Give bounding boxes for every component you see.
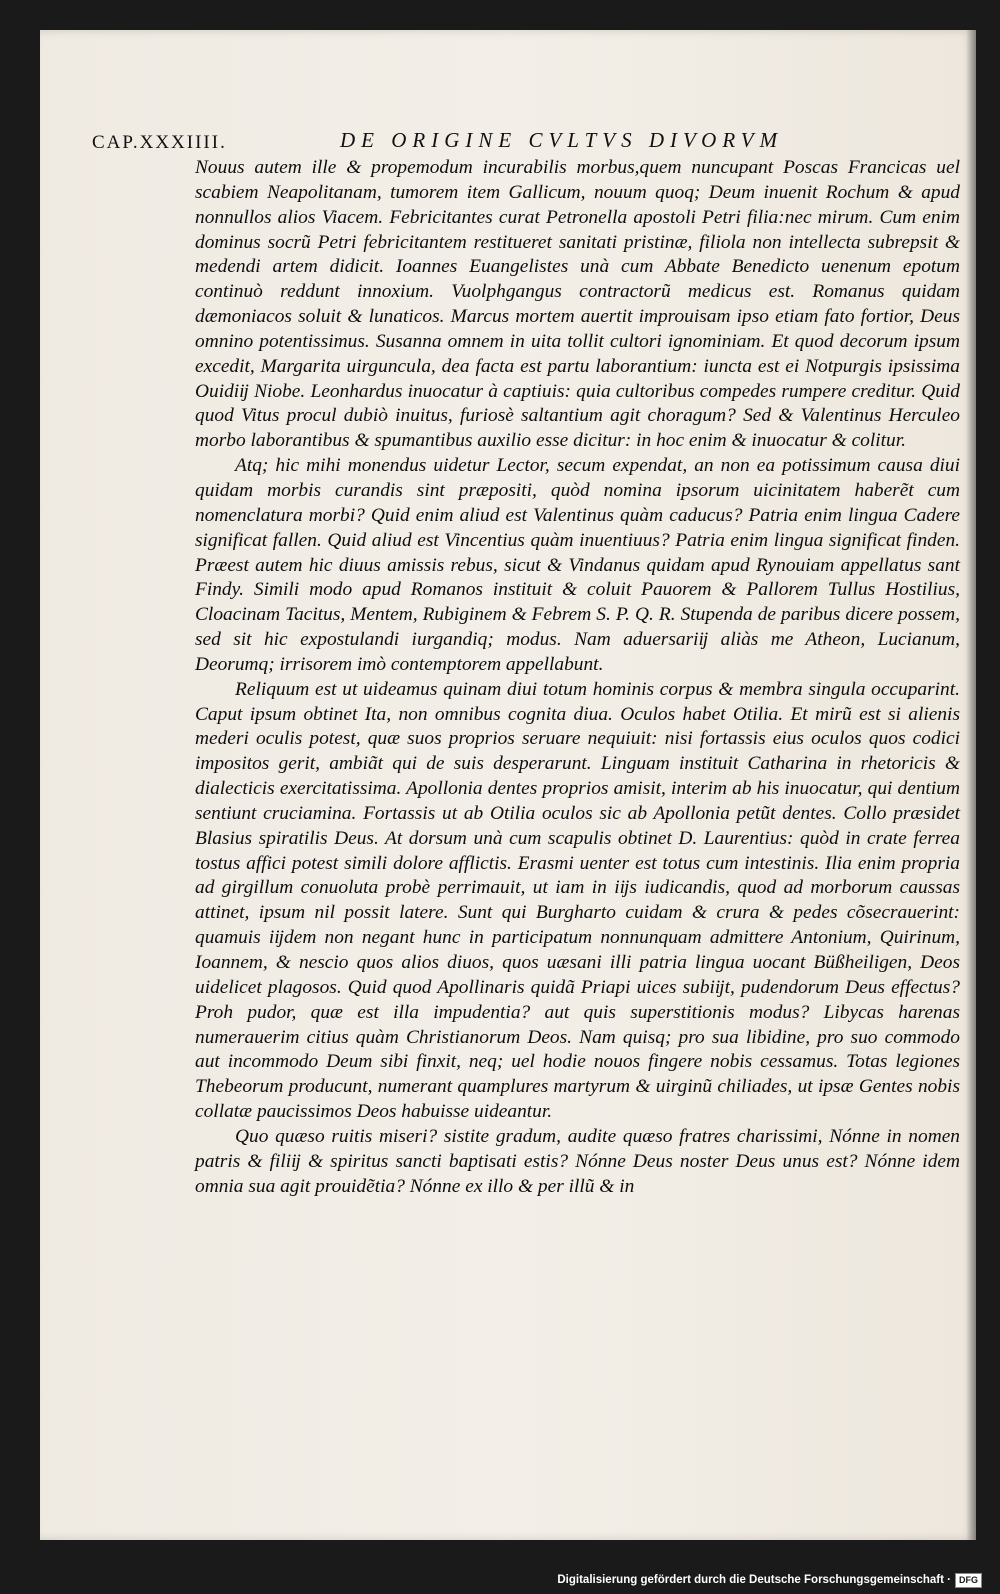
body-text xyxy=(195,156,960,1199)
dfg-logo: DFG xyxy=(955,1573,982,1588)
credit-text: Digitalisierung gefördert durch die Deutsche Forschungsgemeinschaft · xyxy=(557,1574,951,1586)
paragraph: Reliquum est ut uideamus quinam diui totum hominis corpus & membra singula occuparint. Caput ipsum obtinet Ita, non omnibus cognita diua. Oculos habet Otilia. Et mirũ est si alienis mederi oculis potest, quæ suos proprios seruare nequiuit: nisi fortassis eius oculos quos codici impositos gerit, ambiãt qui de suis desperarunt. Linguam instituit Catharina in rhetoricis & dialecticis exercitatissima. Apollonia dentes proprios amisit, interim ab his inuocatur, qui dentium sentiunt cruciamina. Fortassis ut ab Otilia oculos sic ab Apollonia petũt dentes. Collo præsidet Blasius spiratilis Deus. At dorsum unà cum scapulis obtinet D. Laurentius: quòd in crate ferrea tostus affici potest simili dolore afflictis. Erasmi uenter est totus cum intestinis. Ilia enim propria ad girgillum conuoluta probè perrimauit, ut iam in iĳs iudicandis, quod ad morborum caussas attinet, ipsum nil possit latere. Sunt qui Burgharto cuidam & crura & pedes cõsecrauerint: quamuis iĳdem non negant hunc in participatum nonnunquam admittere Antonium, Quirinum, Ioannem, & nescio quos alios diuos, quos uæsani illi patria lingua uocant Büßheiligen, Deos uidelicet plagosos. Quid quod Apollinaris quidã Priapi uices subiĳt, pudendorum Deus effectus? Proh pudor, quæ est illa impudentia? aut quis superstitionis modus? Libycas harenas numerauerim citius quàm Christianorum Deos. Nam quisq; pro sua libidine, pro suo commodo aut incommodo Deum sibi finxit, neq; uel hodie nouos fingere nobis cessamus. Totas legiones Thebeorum producunt, numerant quamplures martyrum & uirginũ chiliades, ut ipsæ Gentes nobis collatæ paucissimos Deos habuisse uideantur. xyxy=(195,678,960,1123)
book-page xyxy=(40,30,976,1540)
page-edge-shadow xyxy=(966,30,976,1540)
running-title: DE ORIGINE CVLTVS DIVORVM xyxy=(340,128,784,152)
chapter-label: CAP.XXXIIII. xyxy=(92,132,227,153)
digitization-credit xyxy=(557,1572,982,1588)
running-head xyxy=(92,128,936,158)
paragraph: Nouus autem ille & propemodum incurabilis morbus,quem nuncupant Poscas Francicas uel scabiem Neapolitanam, tumorem item Gallicum, nouum quoq; Deum inuenit Rochum & apud nonnullos alios Viacem. Febricitantes curat Petronella apostoli Petri filia:nec mirum. Cum enim dominus socrũ Petri febricitantem restitueret sanitati pristinæ, filiola non intellecta subrepsit & medendi artem didicit. Ioannes Euangelistes unà cum Abbate Benedicto uenenum epotum continuò reddunt innoxium. Vuolphgangus contractorũ medicus est. Romanus quidam dæmoniacos soluit & lunaticos. Marcus mortem auertit improuisam ipso etiam fato fortior, Deus omnino potentissimus. Susanna omnem in uita tollit cultori ignominiam. Et quod decorum ipsum excedit, Margarita uirguncula, dea facta est partu laborantium: iuncta est ei Notpurgis ipsissima Ouidiĳ Niobe. Leonhardus inuocatur à captiuis: quia cultoribus compedes rumpere creditur. Quid quod Vitus procul dubiò inuitus, furiosè saltantium agit choragum? Sed & Valentinus Herculeo morbo laborantibus & spumantibus auxilio esse dicitur: in hoc enim & inuocatur & colitur. xyxy=(195,157,960,452)
paragraph: Quo quæso ruitis miseri? sistite gradum, audite quæso fratres charissimi, Nónne in nomen patris & filiĳ & spiritus sancti baptisati estis? Nónne Deus noster Deus unus est? Nónne idem omnia sua agit prouidẽtia? Nónne ex illo & per illũ & in xyxy=(195,1125,960,1197)
paragraph: Atq; hic mihi monendus uidetur Lector, secum expendat, an non ea potissimum causa diui quidam morbis curandis sint præpositi, quòd nomina ipsorum uicinitatem haberẽt cum nomenclatura morbi? Quid enim aliud est Valentinus quàm caducus? Patria enim lingua Cadere significat fallen. Quid aliud est Vincentius quàm inuentiuus? Patria enim lingua significat finden. Præest autem hic diuus amissis rebus, sicut & Vindanus quidam apud Rynouiam appellatus sant Findy. Simili modo apud Romanos instituit & coluit Pauorem & Pallorem Tullus Hostilius, Cloacinam Tacitus, Mentem, Rubiginem & Febrem S. P. Q. R. Stupenda de paribus dicere possem, sed sit hic expostulandi iurgandiq; modus. Nam aduersariĳ aliàs me Atheon, Lucianum, Deorumq; irrisorem imò contemptorem appellabunt. xyxy=(195,455,960,675)
